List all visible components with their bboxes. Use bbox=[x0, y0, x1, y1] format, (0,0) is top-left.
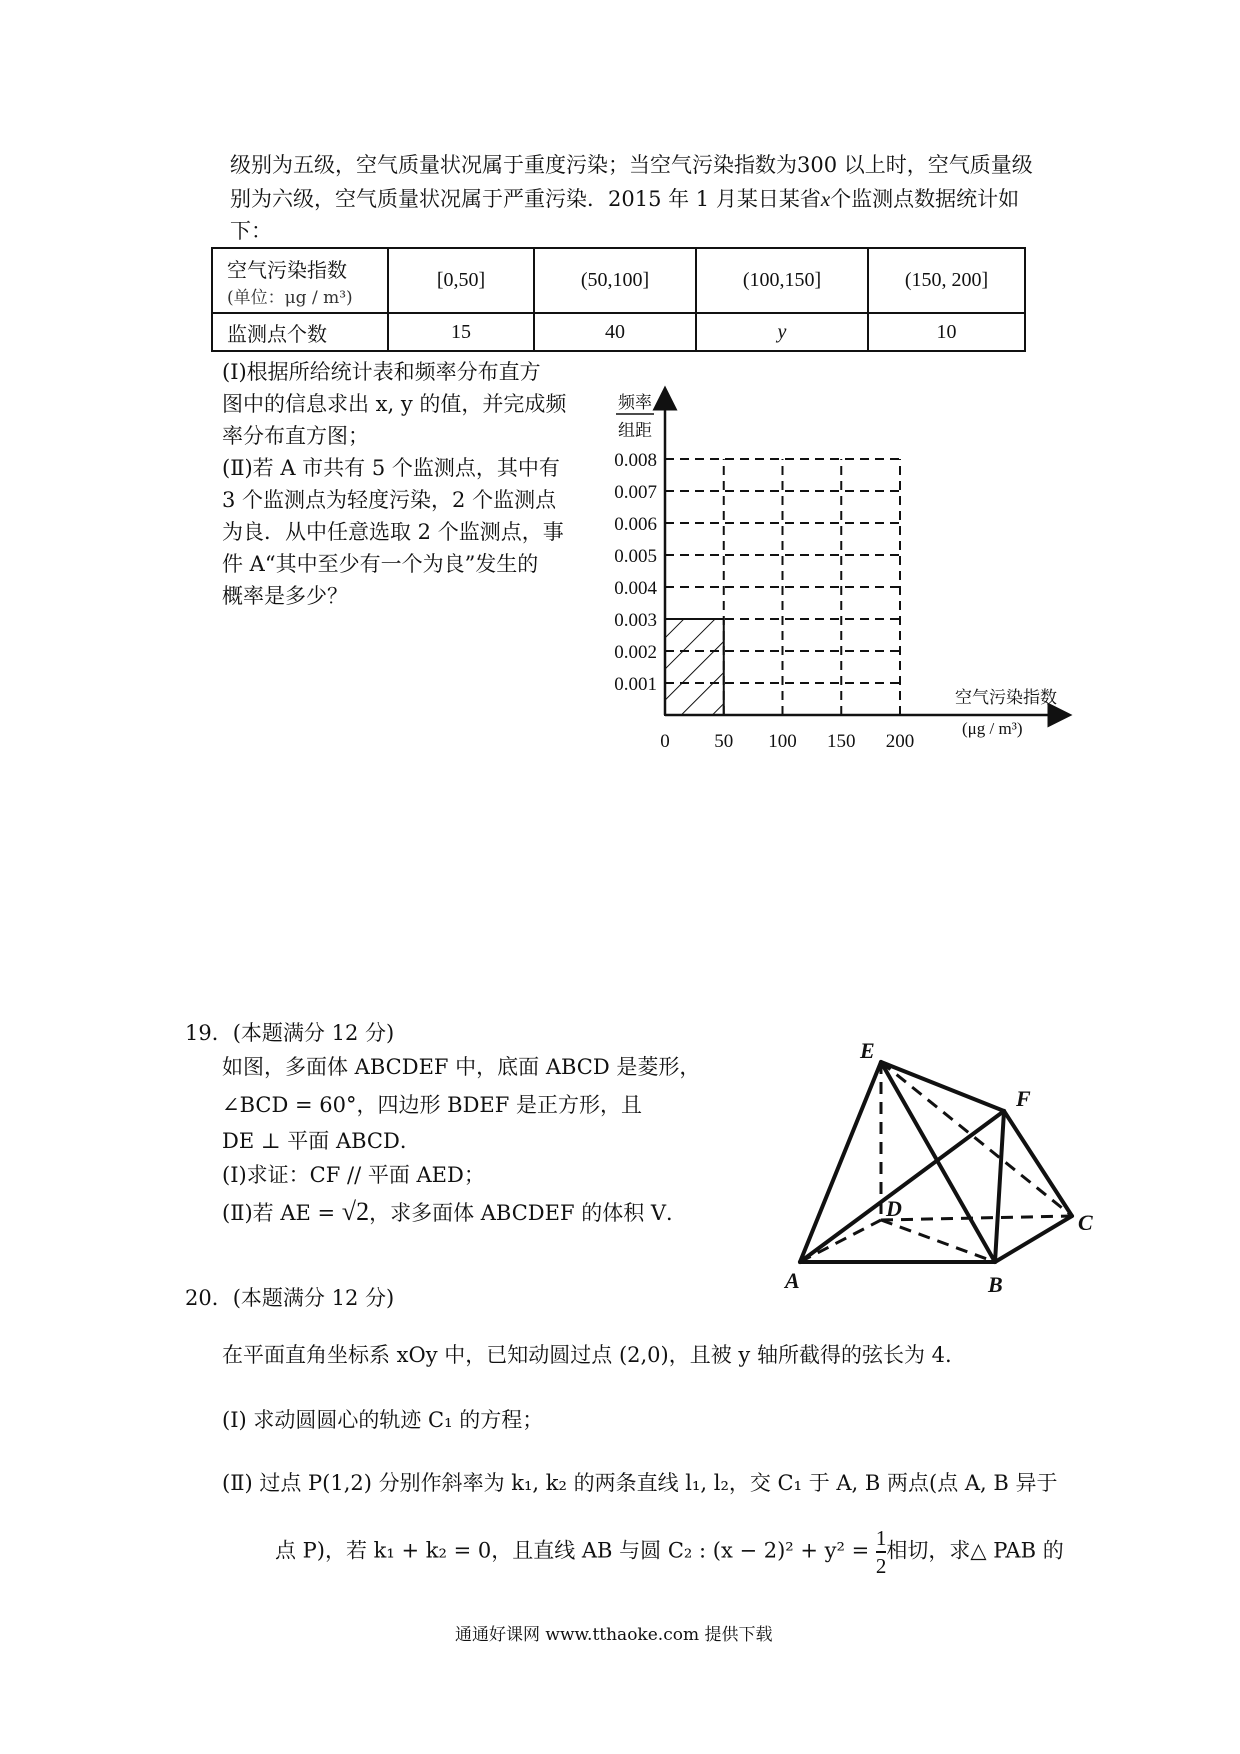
y-axis-label-bottom: 组距 bbox=[618, 421, 652, 441]
intro-line-3: 下： bbox=[230, 219, 272, 243]
label-F: F bbox=[1016, 1086, 1031, 1111]
edge-EC-hidden bbox=[881, 1062, 1072, 1216]
q20-frac-den: 2 bbox=[875, 1554, 887, 1578]
table-interval-3: (100,150] bbox=[696, 248, 868, 313]
table-interval-1: [0,50] bbox=[388, 248, 534, 313]
x-tick-label-4: 200 bbox=[885, 731, 915, 752]
label-C: C bbox=[1078, 1210, 1093, 1235]
edge-EB bbox=[881, 1062, 995, 1262]
y-tick-label-4: 0.005 bbox=[614, 546, 657, 567]
q18-part1-line2: 图中的信息求出 x, y 的值，并完成频 bbox=[222, 392, 567, 416]
q20-frac-num: 1 bbox=[876, 1525, 887, 1553]
frequency-histogram bbox=[580, 380, 1090, 760]
q18-part1-line1: (Ⅰ)根据所给统计表和频率分布直方 bbox=[222, 360, 541, 384]
q18-part1-line3: 率分布直方图； bbox=[222, 424, 369, 448]
edge-DC-hidden bbox=[881, 1216, 1072, 1220]
table-interval-4: (150, 200] bbox=[868, 248, 1025, 313]
x-tick-label-2: 100 bbox=[768, 731, 797, 752]
table-count-4: 10 bbox=[868, 313, 1025, 351]
label-A: A bbox=[785, 1268, 800, 1293]
y-tick-label-0: 0.001 bbox=[614, 674, 657, 695]
table-row-counts bbox=[212, 313, 1025, 351]
q18-part2-line4: 件 A“其中至少有一个为良”发生的 bbox=[222, 552, 539, 576]
table-row-intervals bbox=[212, 248, 1025, 313]
edge-DB-hidden bbox=[881, 1220, 995, 1262]
q19-line5-a: (Ⅱ)若 AE = bbox=[222, 1201, 336, 1225]
x-tick-label-3: 150 bbox=[827, 731, 856, 752]
q19-sqrt2: √2 bbox=[341, 1197, 370, 1226]
polyhedron-figure bbox=[770, 1030, 1100, 1300]
edge-FB bbox=[995, 1111, 1004, 1262]
q20-line4-b: 相切，求△ PAB 的 bbox=[886, 1538, 1064, 1563]
q20-line1: 在平面直角坐标系 xOy 中，已知动圆过点 (2,0)，且被 y 轴所截得的弦长为 4. bbox=[222, 1343, 952, 1367]
histogram-bar-0 bbox=[665, 619, 724, 715]
x-axis-label: 空气污染指数 bbox=[955, 688, 1057, 708]
edge-AD-hidden bbox=[800, 1220, 881, 1262]
edge-FC bbox=[1004, 1111, 1072, 1216]
footer: 通通好课网 www.tthaoke.com 提供下载 bbox=[455, 1625, 773, 1645]
intro-line-1: 级别为五级，空气质量状况属于重度污染；当空气污染指数为300 以上时，空气质量级 bbox=[230, 153, 1033, 177]
q19-line5-b: ，求多面体 ABCDEF 的体积 V． bbox=[369, 1201, 688, 1225]
q20-line4-a: 点 P)，若 k₁ + k₂ = 0，且直线 AB 与圆 C₂ : (x − 2)² + y² = bbox=[275, 1538, 870, 1563]
x-tick-label-1: 50 bbox=[714, 731, 734, 752]
y-tick-label-6: 0.007 bbox=[614, 482, 657, 503]
q18-part2-line2: 3 个监测点为轻度污染，2 个监测点 bbox=[222, 488, 557, 512]
q19-line1: 如图，多面体 ABCDEF 中，底面 ABCD 是菱形， bbox=[222, 1055, 701, 1079]
intro-line-2-b: 个监测点数据统计如 bbox=[830, 187, 1020, 211]
table-row1-header bbox=[212, 248, 388, 313]
intro-line-2-a: 别为六级，空气质量状况属于严重污染．2015 年 1 月某日某省 bbox=[230, 187, 821, 211]
y-axis-label-top: 频率 bbox=[618, 393, 652, 413]
intro-line-2 bbox=[230, 184, 1019, 214]
table-count-1: 15 bbox=[388, 313, 534, 351]
x-tick-label-0: 0 bbox=[660, 731, 670, 752]
q19-heading: 19．(本题满分 12 分) bbox=[185, 1021, 395, 1045]
q20-line4 bbox=[275, 1525, 1064, 1579]
intro-var-x: x bbox=[820, 187, 831, 211]
q20-fraction bbox=[876, 1525, 887, 1579]
y-tick-label-5: 0.006 bbox=[614, 514, 657, 535]
edge-EF bbox=[881, 1062, 1004, 1111]
q19-line2: ∠BCD = 60°，四边形 BDEF 是正方形，且 bbox=[222, 1093, 643, 1117]
q19-line3: DE ⊥ 平面 ABCD． bbox=[222, 1129, 421, 1153]
q19-line4: (Ⅰ)求证：CF // 平面 AED； bbox=[222, 1163, 485, 1187]
label-D: D bbox=[886, 1196, 902, 1221]
table-row1-label: 空气污染指数 bbox=[227, 257, 347, 282]
y-tick-label-7: 0.008 bbox=[614, 450, 657, 471]
q20-line2: (Ⅰ) 求动圆圆心的轨迹 C₁ 的方程； bbox=[222, 1408, 544, 1432]
y-tick-label-1: 0.002 bbox=[614, 642, 657, 663]
y-tick-label-2: 0.003 bbox=[614, 610, 657, 631]
label-E: E bbox=[860, 1038, 875, 1063]
q19-line5 bbox=[222, 1197, 687, 1228]
q20-line3: (Ⅱ) 过点 P(1,2) 分别作斜率为 k₁, k₂ 的两条直线 l₁, l₂，交 C₁ 于 A, B 两点(点 A, B 异于 bbox=[222, 1471, 1058, 1495]
q18-part2-line1: (Ⅱ)若 A 市共有 5 个监测点，其中有 bbox=[222, 456, 560, 480]
table-row1-sublabel: (单位：μg / m³) bbox=[227, 287, 353, 308]
q20-heading: 20．(本题满分 12 分) bbox=[185, 1286, 395, 1310]
y-tick-label-3: 0.004 bbox=[614, 578, 657, 599]
x-axis-unit: (μg / m³) bbox=[962, 719, 1023, 738]
edge-BC bbox=[995, 1216, 1072, 1262]
table-row2-label: 监测点个数 bbox=[212, 313, 388, 351]
table-count-2: 40 bbox=[534, 313, 696, 351]
q18-part2-line5: 概率是多少？ bbox=[222, 584, 348, 608]
label-B: B bbox=[988, 1272, 1003, 1297]
pollution-table bbox=[211, 247, 1026, 352]
q18-part2-line3: 为良．从中任意选取 2 个监测点，事 bbox=[222, 520, 564, 544]
table-count-3: y bbox=[696, 313, 868, 351]
table-interval-2: (50,100] bbox=[534, 248, 696, 313]
